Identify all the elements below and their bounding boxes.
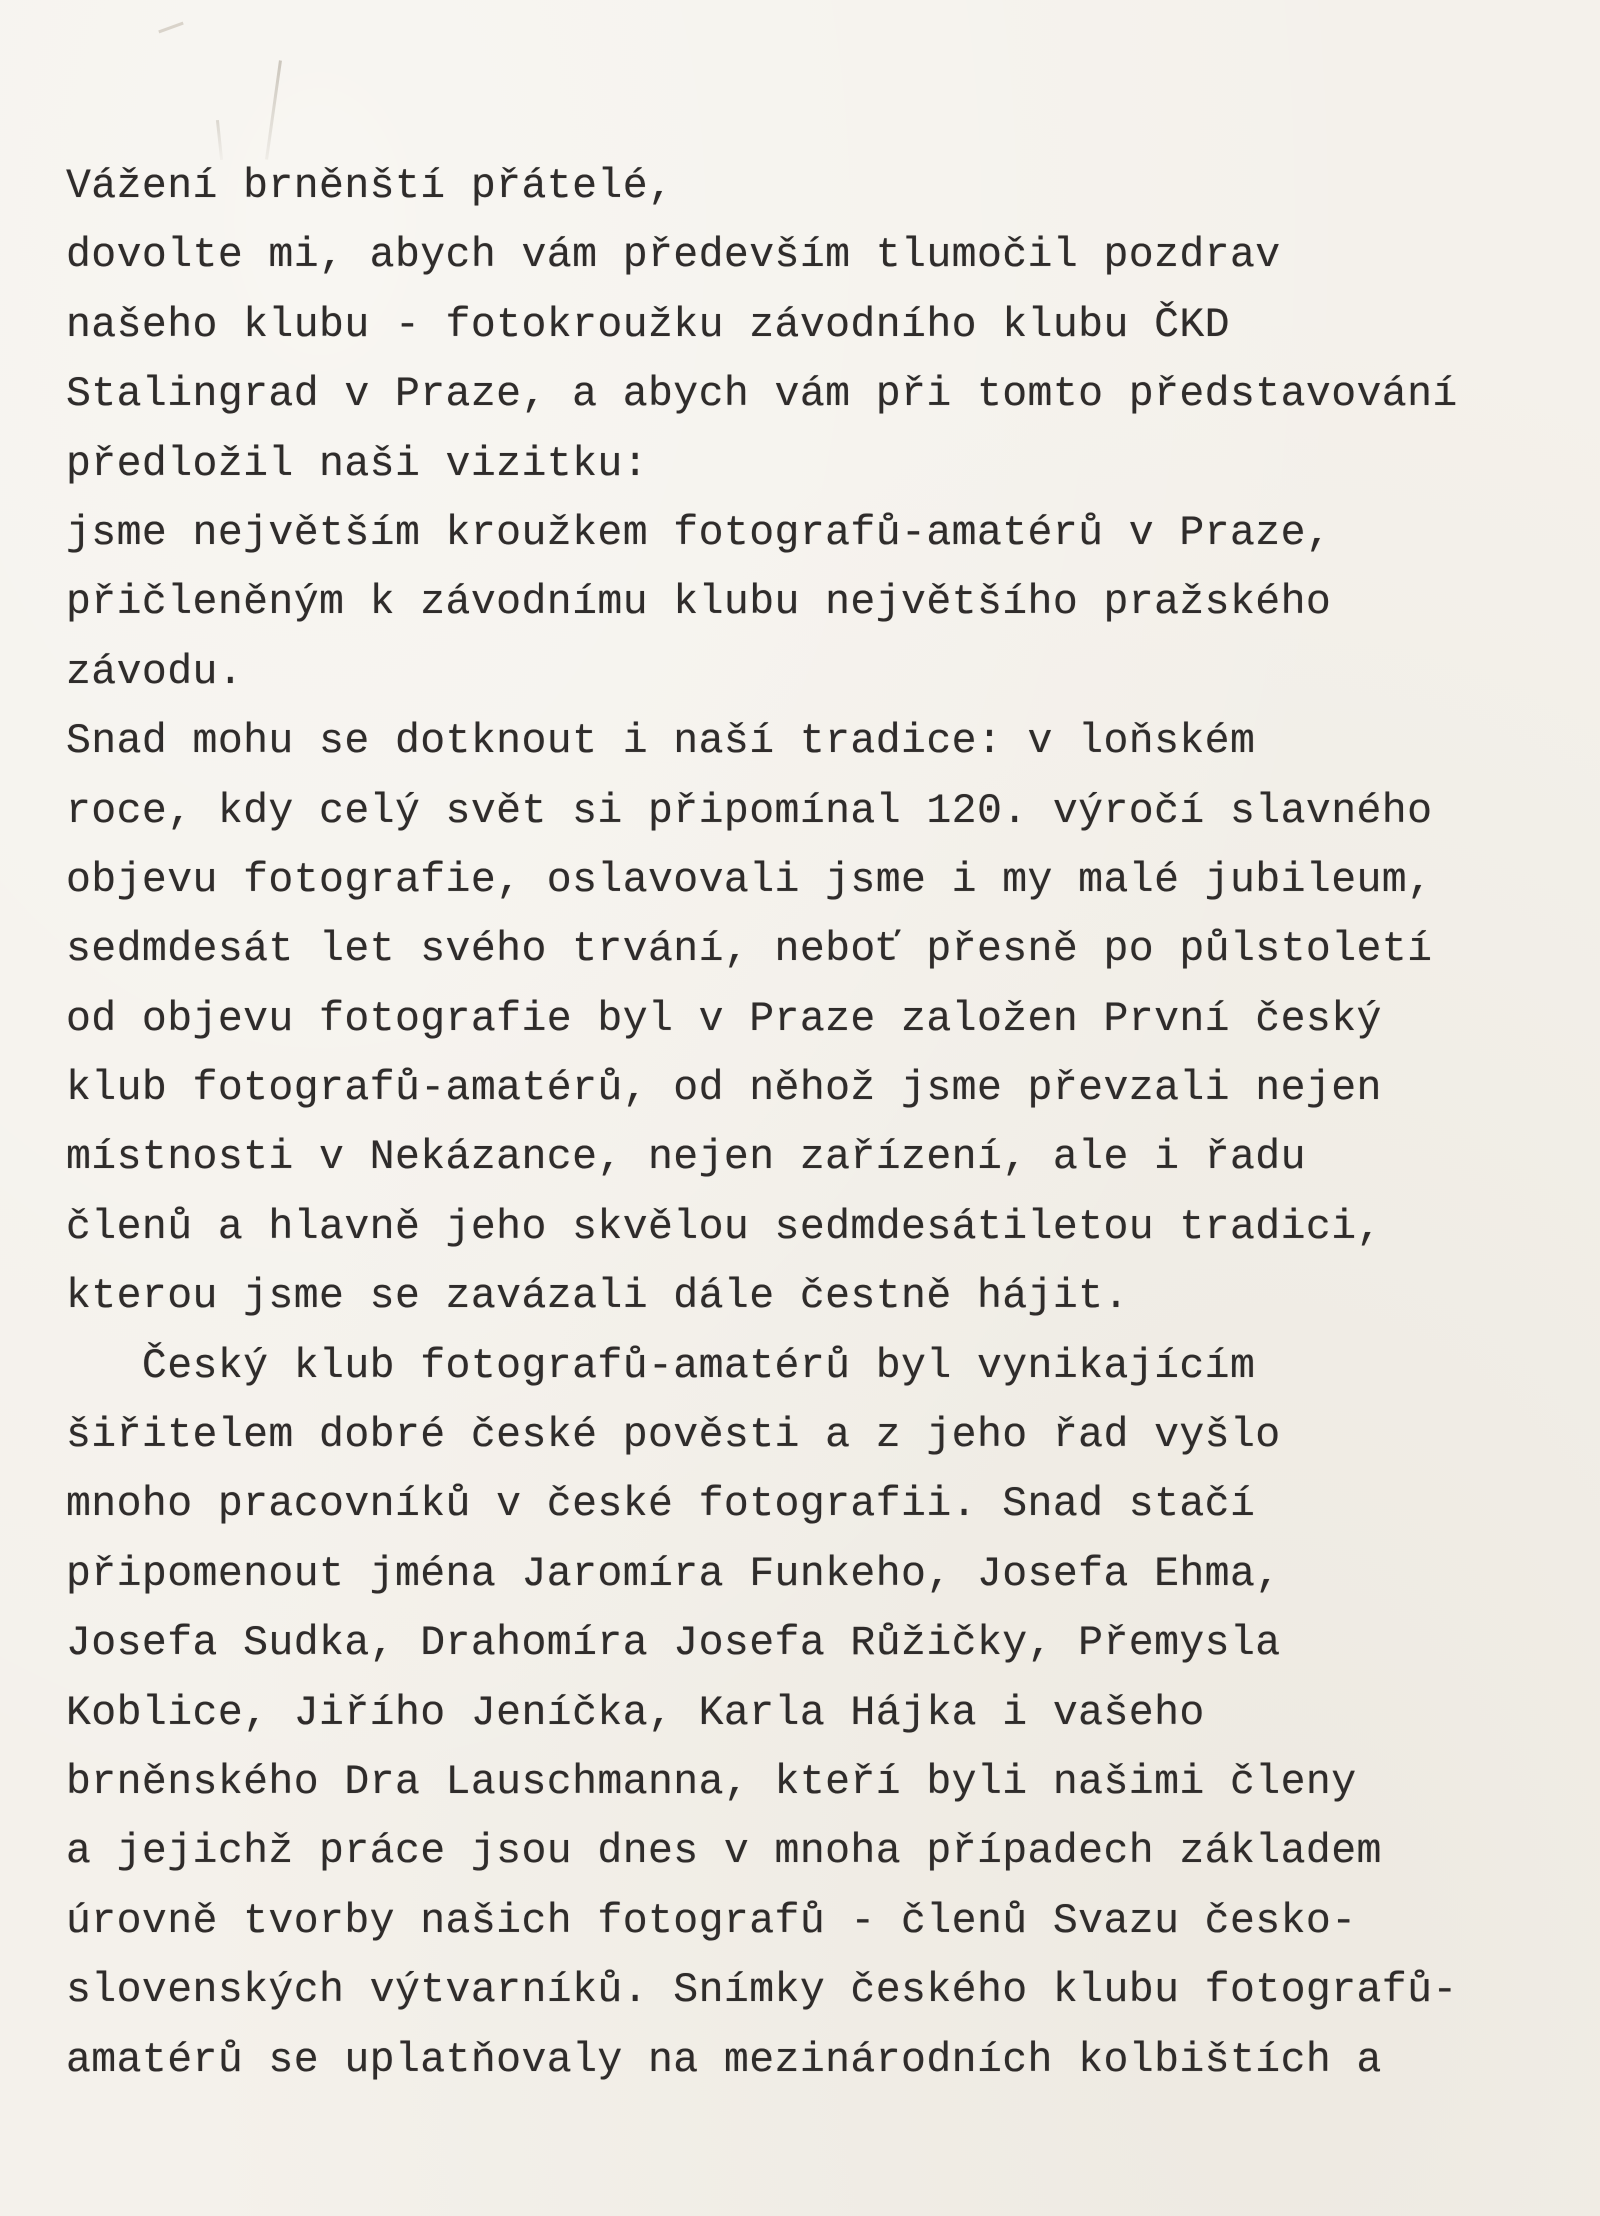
salutation: Vážení brněnští přátelé, <box>66 163 674 210</box>
text-line: kterou jsme se zavázali dále čestně hájit. <box>66 1273 1129 1321</box>
text-line: závodu. <box>66 648 244 696</box>
text-line: Snad mohu se dotknout i naší tradice: v loňském <box>66 718 1256 766</box>
text-line: brněnského Dra Lauschmanna, kteří byli našimi členy <box>66 1758 1357 1806</box>
text-line: Koblice, Jiřího Jeníčka, Karla Hájka i vašeho <box>66 1689 1205 1737</box>
text-line: úrovně tvorby našich fotografů - členů Svazu česko- <box>66 1897 1357 1945</box>
letter-body <box>66 152 1576 2095</box>
text-line: klub fotografů-amatérů, od něhož jsme převzali nejen <box>66 1065 1382 1113</box>
pencil-corner-mark <box>158 22 183 34</box>
text-line: amatérů se uplatňovaly na mezinárodních kolbištích a <box>66 2036 1382 2084</box>
text-line: roce, kdy celý svět si připomínal 120. výročí slavného <box>66 787 1433 835</box>
text-line: slovenských výtvarníků. Snímky českého klubu fotografů- <box>66 1967 1458 2015</box>
text-line: sedmdesát let svého trvání, neboť přesně po půlstoletí <box>66 926 1433 974</box>
text-line: jsme největším kroužkem fotografů-amatérů v Praze, <box>66 509 1332 557</box>
text-line: od objevu fotografie byl v Praze založen První český <box>66 995 1382 1043</box>
paragraph-start: Český klub fotografů-amatérů byl vynikajícím <box>66 1342 1256 1390</box>
text-line: místnosti v Nekázance, nejen zařízení, ale i řadu <box>66 1134 1306 1182</box>
text-line: šiřitelem dobré české pověsti a z jeho řad vyšlo <box>66 1412 1281 1460</box>
text-line: a jejichž práce jsou dnes v mnoha případech základem <box>66 1828 1382 1876</box>
text-line: předložil naši vizitku: <box>66 440 648 488</box>
text-line: mnoho pracovníků v české fotografii. Snad stačí <box>66 1481 1256 1529</box>
text-line: přičleněným k závodnímu klubu největšího pražského <box>66 579 1332 627</box>
text-line: členů a hlavně jeho skvělou sedmdesátiletou tradici, <box>66 1203 1382 1251</box>
text-line: objevu fotografie, oslavovali jsme i my malé jubileum, <box>66 856 1433 904</box>
text-line: Josefa Sudka, Drahomíra Josefa Růžičky, Přemysla <box>66 1620 1281 1668</box>
pencil-stroke <box>265 60 282 159</box>
text-line: připomenout jména Jaromíra Funkeho, Josefa Ehma, <box>66 1550 1281 1598</box>
text-line: Stalingrad v Praze, a abych vám při tomto představování <box>66 371 1458 419</box>
text-line: dovolte mi, abych vám především tlumočil pozdrav <box>66 232 1281 280</box>
text-line: našeho klubu - fotokroužku závodního klubu ČKD <box>66 301 1230 349</box>
